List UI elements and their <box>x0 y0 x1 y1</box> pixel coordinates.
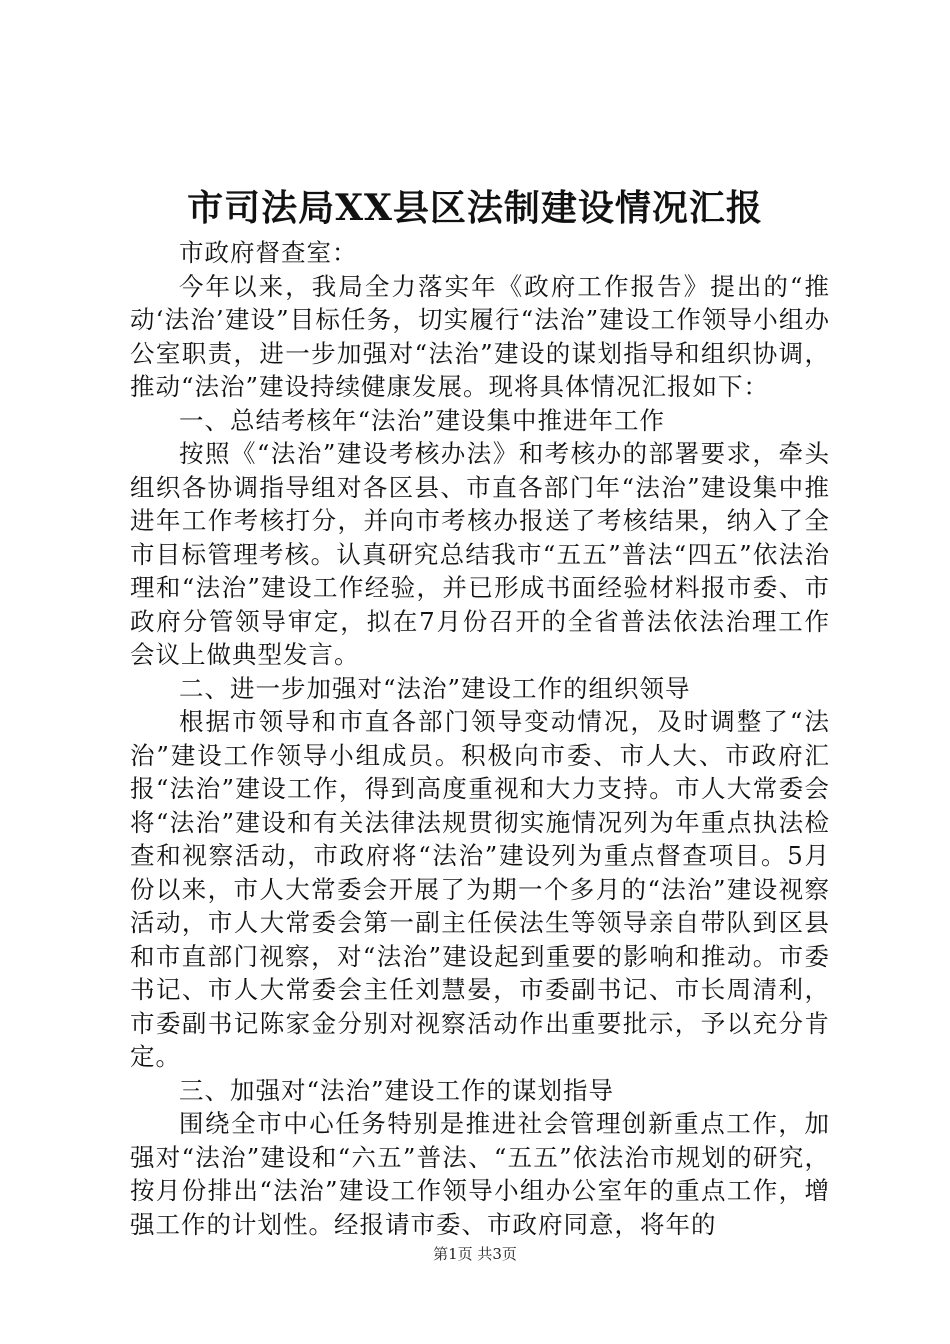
document-body <box>130 236 830 1241</box>
section-heading-2: 二、进一步加强对“法治”建设工作的组织领导 <box>179 673 691 703</box>
document-title: 市司法局XX县区法制建设情况汇报 <box>187 187 763 229</box>
body-paragraph: 围绕全市中心任务特别是推进社会管理创新重点工作，加强对“法治”建设和“六五”普法、“五五”依法治市规划的研究，按月份排出“法治”建设工作领导小组办公室年的重点工作，增强工作的计划性。经报请市委、市政府同意，将年的 <box>130 1109 830 1239</box>
body-paragraph: 根据市领导和市直各部门领导变动情况，及时调整了“法治”建设工作领导小组成员。积极向市委、市人大、市政府汇报“法治”建设工作，得到高度重视和大力支持。市人大常委会将“法治”建设和有关法律法规贯彻实施情况列为年重点执法检查和视察活动，市政府将“法治”建设列为重点督查项目。5月份以来，市人大常委会开展了为期一个多月的“法治”建设视察活动，市人大常委会第一副主任侯法生等领导亲自带队到区县和市直部门视察，对“法治”建设起到重要的影响和推动。市委书记、市人大常委会主任刘慧晏，市委副书记、市长周清利，市委副书记陈家金分别对视察活动作出重要批示，予以充分肯定。 <box>130 707 830 1071</box>
body-paragraph: 按照《“法治”建设考核办法》和考核办的部署要求，牵头组织各协调指导组对各区县、市直各部门年“法治”建设集中推进年工作考核打分，并向市考核办报送了考核结果，纳入了全市目标管理考核。认真研究总结我市“五五”普法“四五”依法治理和“法治”建设工作经验，并已形成书面经验材料报市委、市政府分管领导审定，拟在7月份召开的全省普法依法治理工作会议上做典型发言。 <box>130 439 830 669</box>
section-heading-1: 一、总结考核年“法治”建设集中推进年工作 <box>179 405 666 435</box>
salutation: 市政府督查室： <box>179 238 358 267</box>
body-paragraph: 今年以来，我局全力落实年《政府工作报告》提出的“推动‘法治’建设”目标任务，切实履行“法治”建设工作领导小组办公室职责，进一步加强对“法治”建设的谋划指导和组织协调，推动“法治”建设持续健康发展。现将具体情况汇报如下： <box>130 271 830 401</box>
section-heading-3: 三、加强对“法治”建设工作的谋划指导 <box>179 1075 615 1105</box>
page-number-footer: 第1页 共3页 <box>433 1245 517 1263</box>
